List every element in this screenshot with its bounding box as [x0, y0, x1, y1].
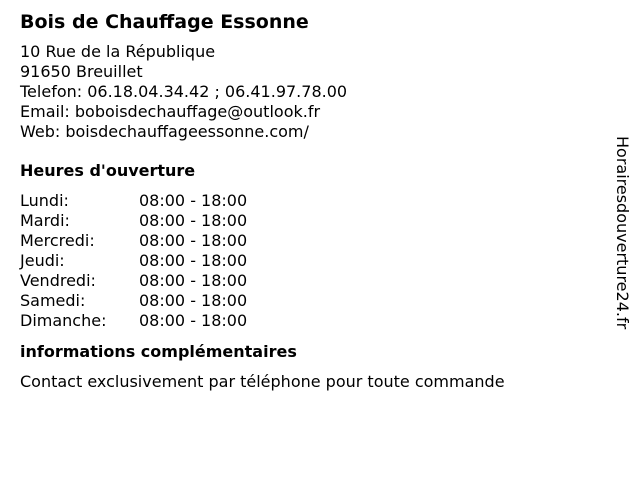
time-range: 08:00 - 18:00 — [139, 191, 248, 210]
watermark-text: Horairesdouverture24.fr — [613, 136, 632, 330]
postal-city: 91650 Breuillet — [20, 62, 143, 81]
time-range: 08:00 - 18:00 — [139, 291, 248, 310]
hours-row-samedi — [20, 291, 600, 311]
hours-row-jeudi — [20, 251, 600, 271]
watermark — [612, 136, 632, 372]
hours-row-lundi — [20, 191, 600, 211]
hours-row-mardi — [20, 211, 600, 231]
hours-table — [20, 191, 600, 331]
day-label: Lundi: — [20, 191, 69, 210]
business-name: Bois de Chauffage Essonne — [20, 11, 309, 33]
hours-row-mercredi — [20, 231, 600, 251]
hours-heading: Heures d'ouverture — [20, 161, 196, 180]
day-label: Mercredi: — [20, 231, 95, 250]
time-range: 08:00 - 18:00 — [139, 311, 248, 330]
hours-row-vendredi — [20, 271, 600, 291]
time-range: 08:00 - 18:00 — [139, 251, 248, 270]
day-label: Vendredi: — [20, 271, 96, 290]
info-text: Contact exclusivement par téléphone pour toute commande — [20, 372, 505, 391]
info-heading: informations complémentaires — [20, 342, 297, 361]
hours-row-dimanche — [20, 311, 600, 331]
address-block — [20, 42, 600, 142]
day-label: Samedi: — [20, 291, 86, 310]
street-address: 10 Rue de la République — [20, 42, 216, 61]
time-range: 08:00 - 18:00 — [139, 211, 248, 230]
web-line: Web: boisdechauffageessonne.com/ — [20, 122, 309, 141]
business-card — [20, 10, 600, 392]
email-line: Email: boboisdechauffage@outlook.fr — [20, 102, 321, 121]
day-label: Mardi: — [20, 211, 70, 230]
day-label: Dimanche: — [20, 311, 107, 330]
day-label: Jeudi: — [20, 251, 65, 270]
time-range: 08:00 - 18:00 — [139, 271, 248, 290]
time-range: 08:00 - 18:00 — [139, 231, 248, 250]
phone-line: Telefon: 06.18.04.34.42 ; 06.41.97.78.00 — [20, 82, 348, 101]
